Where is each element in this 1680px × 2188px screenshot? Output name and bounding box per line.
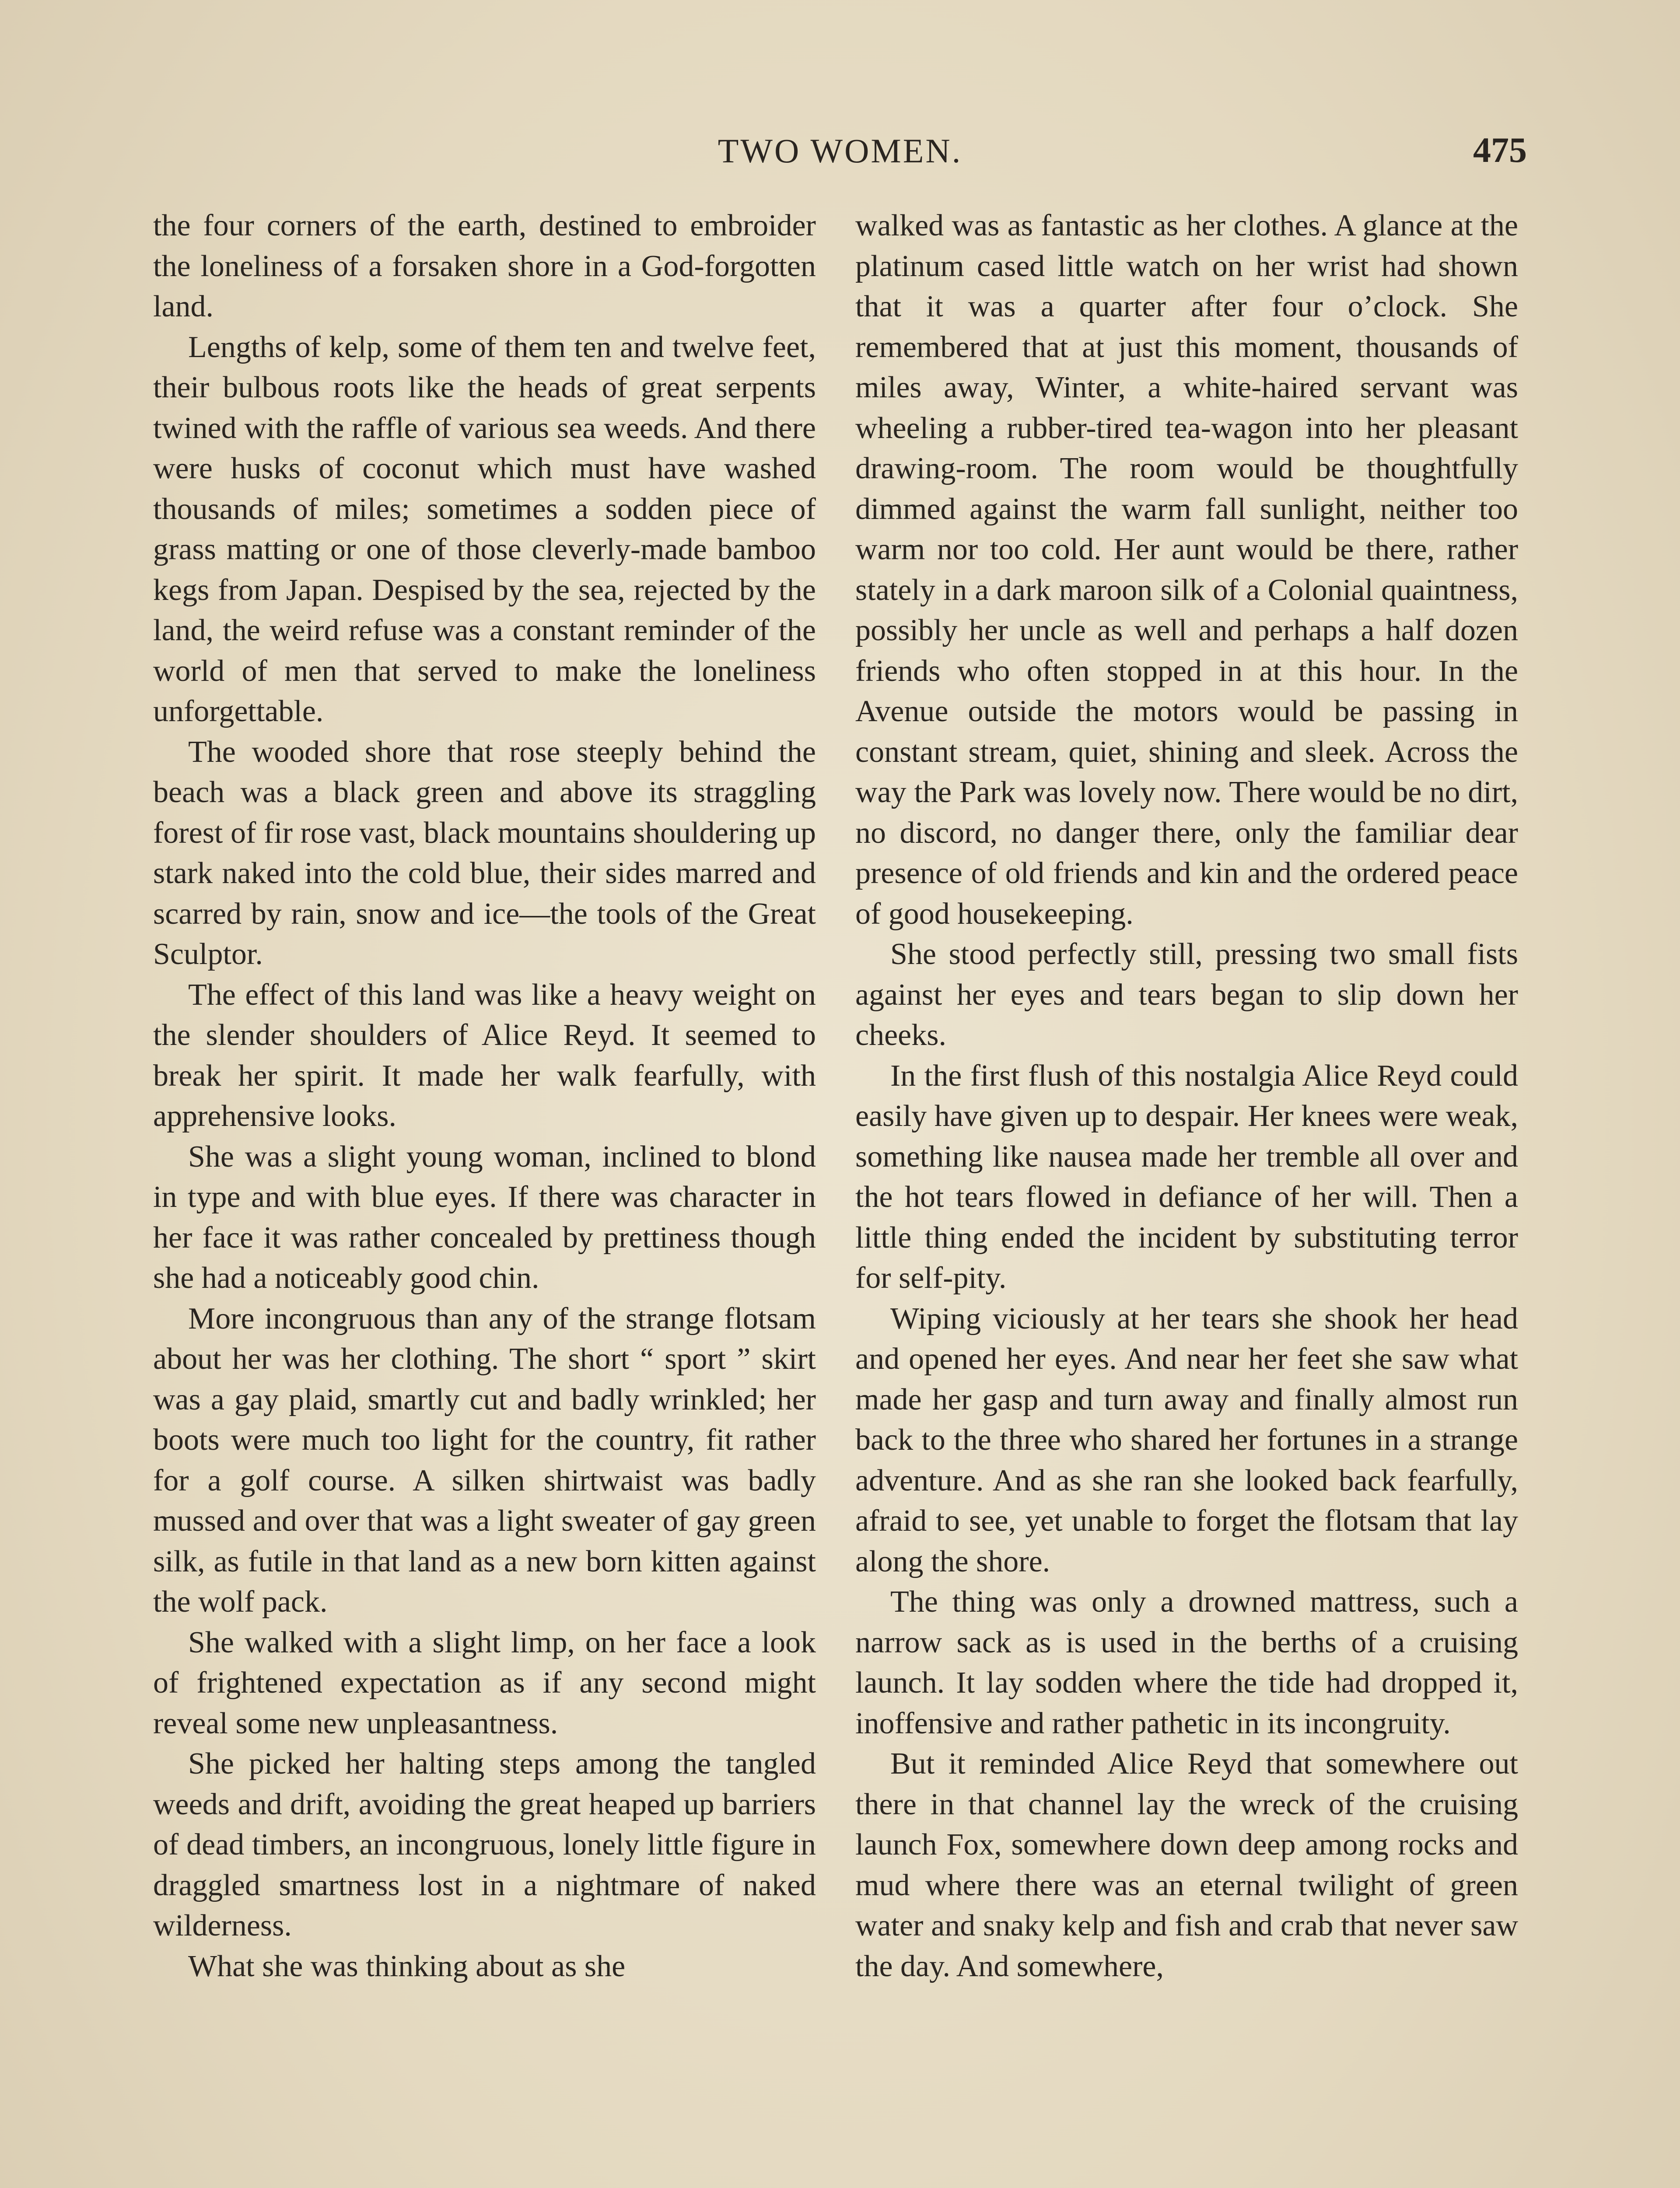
paragraph: Lengths of kelp, some of them ten and twelve feet, their bulbous roots like the heads of great serpents twined with the raffle of various sea weeds. And there were husks of coconut which must have washed thousands of miles; sometimes a sodden piece of grass matting or one of those cleverly-made bamboo kegs from Japan. Despised by the sea, rejected by the land, the weird refuse was a constant reminder of the world of men that served to make the loneliness unforgettable.: [153, 330, 816, 728]
paragraph: More incongruous than any of the strange flotsam about her was her clothing. The short “ sport ” skirt was a gay plaid, smartly cut and badly wrinkled; her boots were much too light for the country, fit rather for a golf course. A silken shirtwaist was badly mussed and over that was a light sweater of gay green silk, as futile in that land as a new born kitten against the wolf pack.: [153, 1301, 816, 1619]
page-number: 475: [1473, 130, 1527, 170]
paragraph: What she was thinking about as she: [188, 1949, 626, 1983]
paragraph: The wooded shore that rose steeply behind the beach was a black green and above its straggling forest of fir rose vast, black mountains shouldering up stark naked into the cold blue, their sides marred and scarred by rain, snow and ice—the tools of the Great Sculptor.: [153, 735, 816, 971]
paragraph: She was a slight young woman, inclined to blond in type and with blue eyes. If there was character in her face it was rather concealed by prettiness though she had a noticeably good chin.: [153, 1140, 816, 1295]
left-column: [153, 206, 816, 1987]
paragraph: She walked with a slight limp, on her face a look of frightened expectation as if any second might reveal some new unpleasantness.: [153, 1625, 816, 1740]
paragraph: Wiping viciously at her tears she shook her head and opened her eyes. And near her feet she saw what made her gasp and turn away and finally almost run back to the three who shared her fortunes in a strange adventure. And as she ran she looked back fearfully, afraid to see, yet unable to forget the flotsam that lay along the shore.: [855, 1301, 1518, 1578]
paragraph: She picked her halting steps among the tangled weeds and drift, avoiding the great heaped up barriers of dead timbers, an incongruous, lonely little figure in draggled smartness lost in a nightmare of naked wilderness.: [153, 1747, 816, 1943]
paragraph: In the first flush of this nostalgia Alice Reyd could easily have given up to despair. Her knees were weak, something like nausea made her tremble all over and the hot tears flowed in defiance of her will. Then a little thing ended the incident by substituting terror for self-pity.: [855, 1059, 1518, 1295]
running-head: [153, 131, 1527, 179]
paragraph: the four corners of the earth, destined to embroider the loneliness of a forsaken shore in a God-forgotten land.: [153, 209, 816, 323]
running-title: TWO WOMEN.: [718, 132, 962, 170]
right-column: [855, 206, 1518, 1987]
paragraph: She stood perfectly still, pressing two small fists against her eyes and tears began to slip down her cheeks.: [855, 937, 1518, 1052]
paragraph: The effect of this land was like a heavy weight on the slender shoulders of Alice Reyd. It seemed to break her spirit. It made her walk fearfully, with apprehensive looks.: [153, 978, 816, 1133]
paragraph: The thing was only a drowned mattress, such a narrow sack as is used in the berths of a cruising launch. It lay sodden where the tide had dropped it, inoffensive and rather pathetic in its incongruity.: [855, 1585, 1518, 1740]
paragraph: walked was as fantastic as her clothes. A glance at the platinum cased little watch on her wrist had shown that it was a quarter after four o’clock. She remembered that at just this moment, thousands of miles away, Winter, a white-haired servant was wheeling a rubber-tired tea-wagon into her pleasant drawing-room. The room would be thoughtfully dimmed against the warm fall sunlight, neither too warm nor too cold. Her aunt would be there, rather stately in a dark maroon silk of a Colonial quaintness, possibly her uncle as well and perhaps a half dozen friends who often stopped in at this hour. In the Avenue outside the motors would be passing in constant stream, quiet, shining and sleek. Across the way the Park was lovely now. There would be no dirt, no discord, no danger there, only the familiar dear presence of old friends and kin and the ordered peace of good housekeeping.: [855, 209, 1518, 931]
paragraph: But it reminded Alice Reyd that somewhere out there in that channel lay the wreck of the cruising launch Fox, somewhere down deep among rocks and mud where there was an eternal twilight of green water and snaky kelp and fish and crab that never saw the day. And somewhere,: [855, 1747, 1518, 1983]
